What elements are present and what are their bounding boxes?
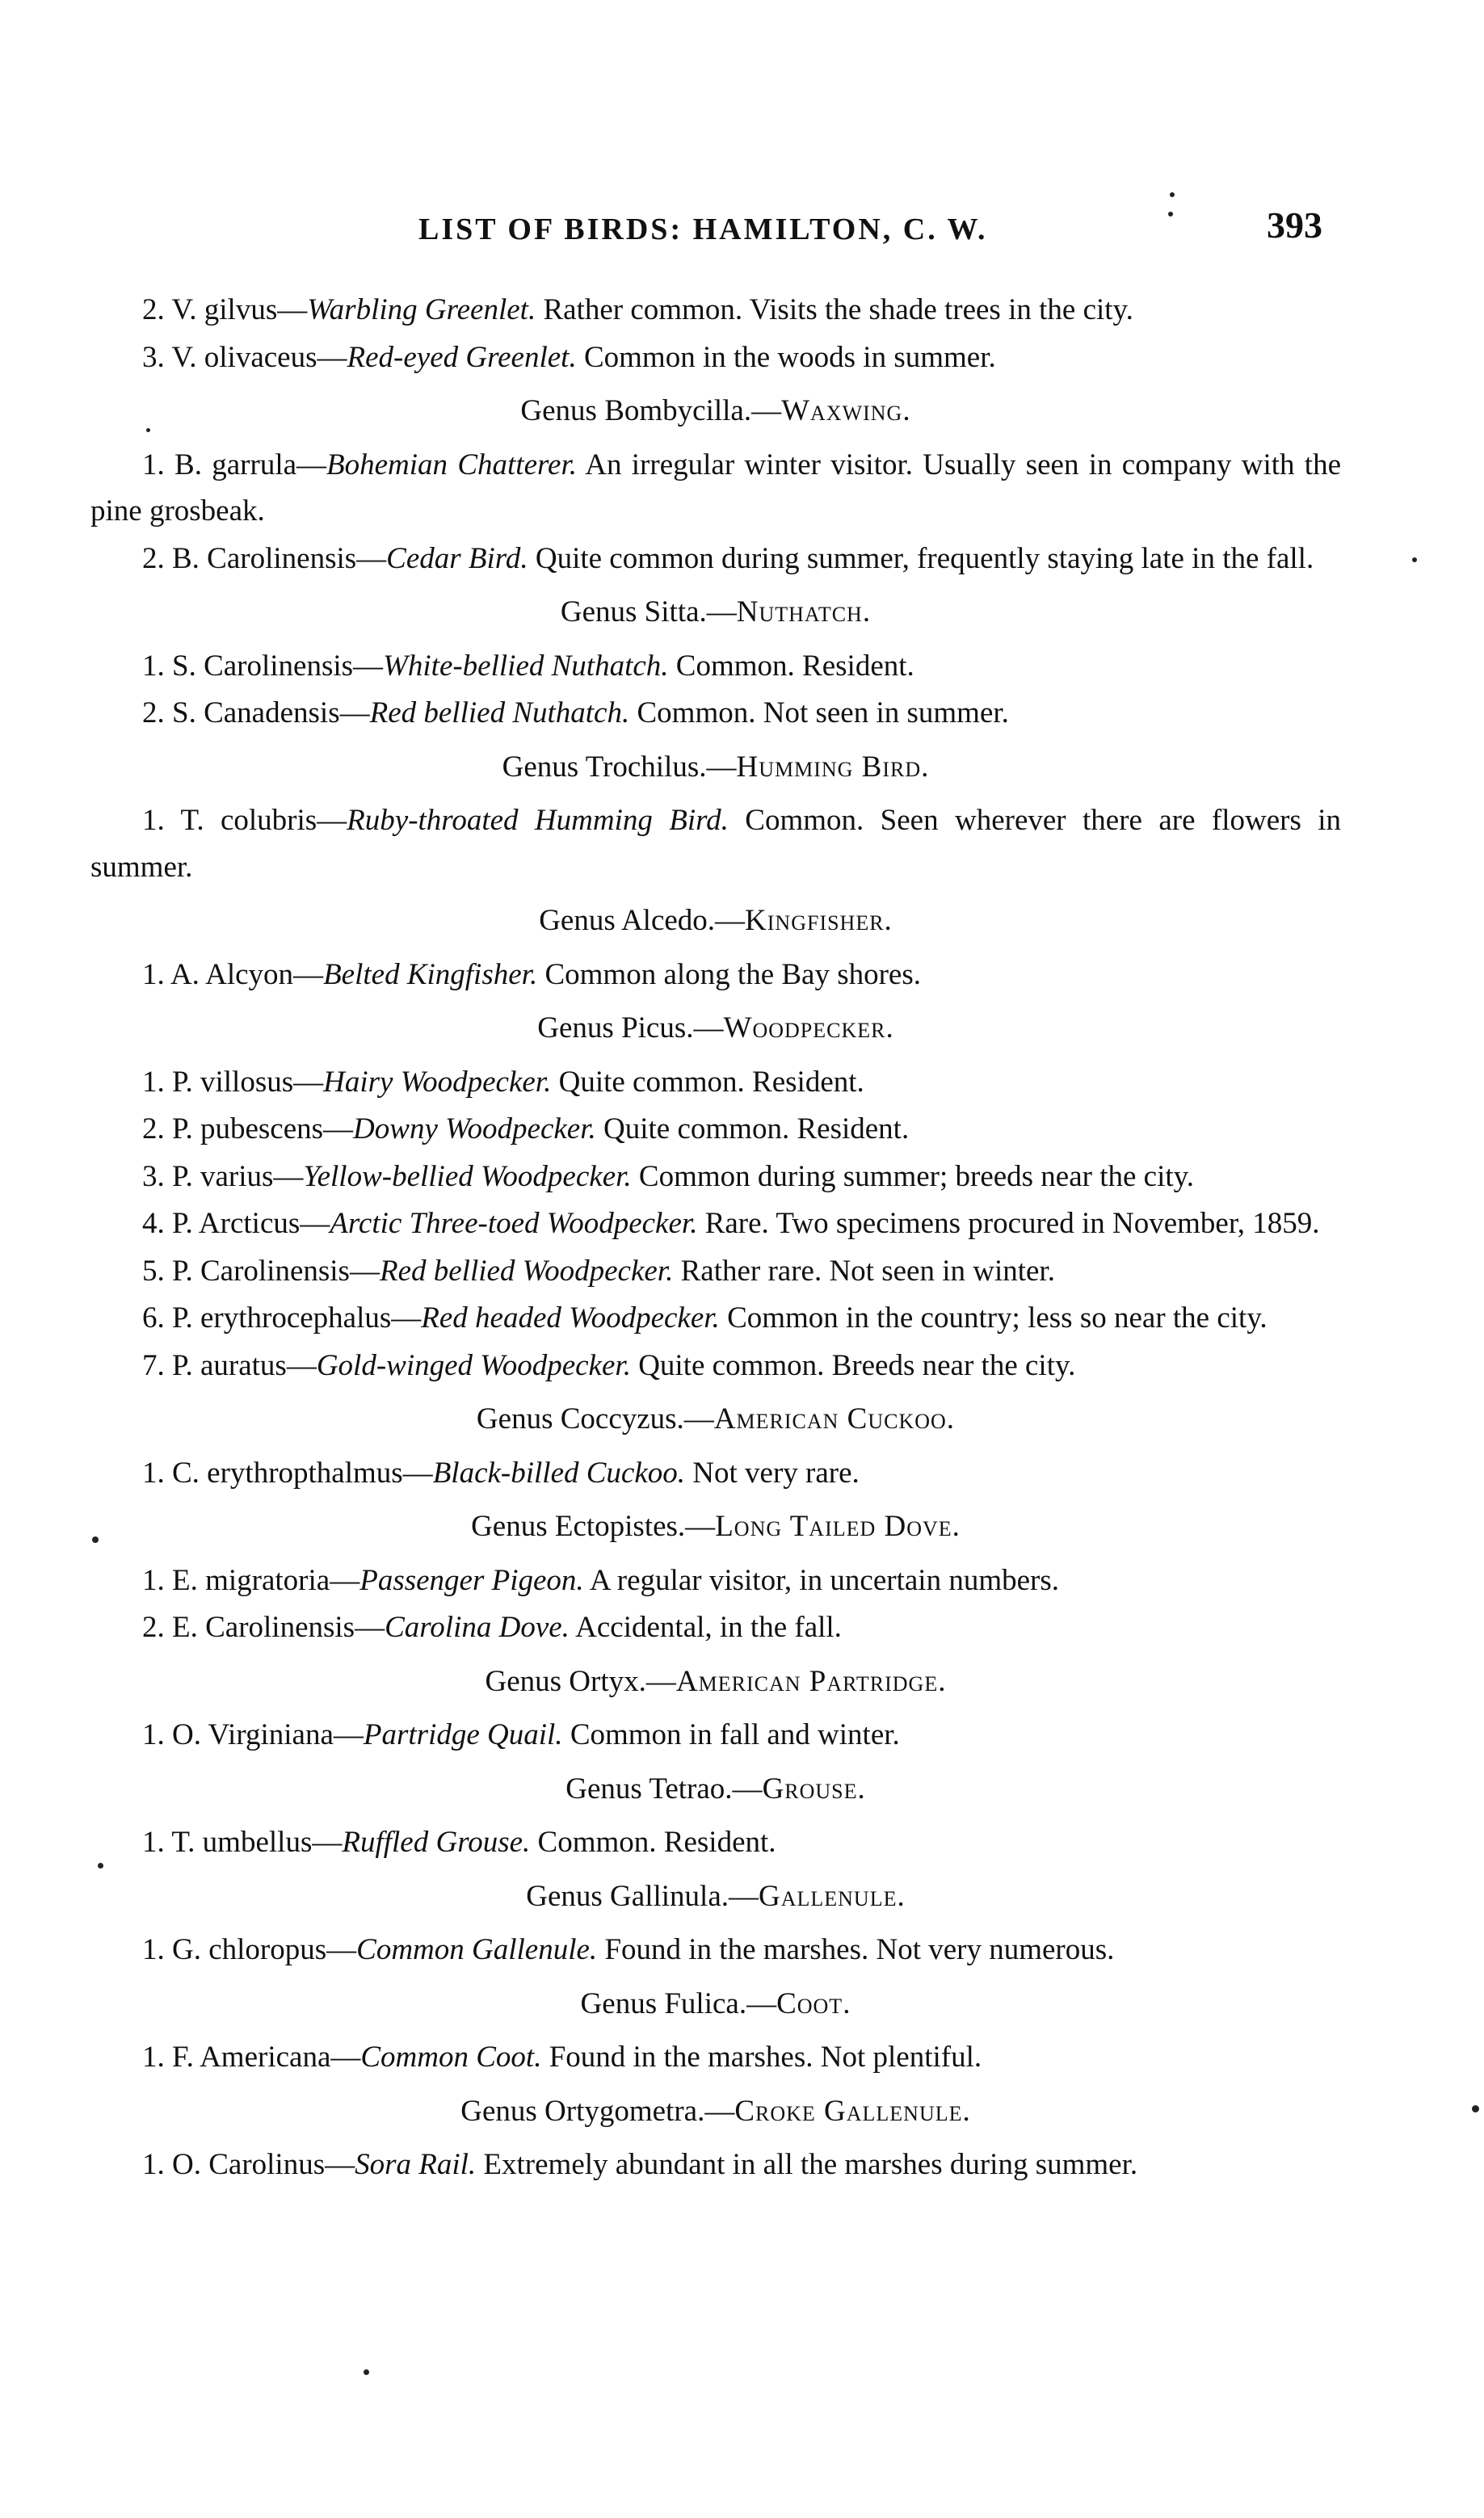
species-latin-name: 2. S. Canadensis— <box>142 696 370 729</box>
species-entry <box>90 1248 1341 1295</box>
species-latin-name: 2. B. Carolinensis— <box>142 541 387 575</box>
species-entry <box>90 442 1341 535</box>
species-entry <box>90 2034 1341 2081</box>
genus-common-name: Nuthatch. <box>736 595 872 628</box>
species-latin-name: 1. E. migratoria— <box>142 1563 360 1597</box>
ink-speck <box>146 428 150 432</box>
species-note: Accidental, in the fall. <box>569 1611 842 1644</box>
genus-heading <box>90 2088 1341 2135</box>
species-entry <box>90 287 1341 334</box>
genus-common-name: Coot. <box>776 1986 851 2020</box>
genus-prefix: Genus Alcedo.— <box>539 904 746 937</box>
ink-speck <box>1412 557 1417 562</box>
genus-common-name: American Partridge. <box>675 1664 947 1698</box>
species-latin-name: 2. P. pubescens— <box>142 1112 354 1146</box>
species-entry <box>90 690 1341 737</box>
species-common-name: Passenger Pigeon. <box>359 1563 584 1597</box>
species-latin-name: 2. V. gilvus— <box>142 293 308 326</box>
species-common-name: Bohemian Chatterer. <box>326 448 578 481</box>
species-entry <box>90 1154 1341 1200</box>
species-common-name: Common Coot. <box>360 2041 542 2074</box>
species-common-name: Cedar Bird. <box>386 541 528 575</box>
species-entry <box>90 1106 1341 1153</box>
species-entry <box>90 1712 1341 1759</box>
page-number: 393 <box>1267 204 1322 246</box>
species-latin-name: 6. P. erythrocephalus— <box>142 1301 422 1335</box>
species-note: Rare. Two specimens procured in November, 1859. <box>697 1207 1320 1240</box>
species-common-name: Red headed Woodpecker. <box>421 1301 720 1335</box>
genus-heading <box>90 589 1341 636</box>
species-entry <box>90 1450 1341 1497</box>
species-common-name: Red-eyed Greenlet. <box>347 340 577 374</box>
species-latin-name: 1. O. Virginiana— <box>142 1718 364 1751</box>
genus-common-name: Croke Gallenule. <box>734 2094 971 2128</box>
species-note: An irregular winter visitor. Usually seen in company with the pine grosbeak. <box>90 448 1341 528</box>
ink-speck <box>1170 192 1175 197</box>
species-note: Found in the marshes. Not very numerous. <box>597 1933 1115 1966</box>
species-note: Common in fall and winter. <box>562 1718 900 1751</box>
genus-common-name: Waxwing. <box>781 394 911 427</box>
species-latin-name: 1. G. chloropus— <box>142 1933 357 1966</box>
genus-common-name: Kingfisher. <box>745 904 893 937</box>
species-common-name: Carolina Dove. <box>385 1611 570 1644</box>
genus-prefix: Genus Trochilus.— <box>502 750 737 784</box>
species-entry <box>90 1557 1341 1604</box>
species-common-name: Ruby-throated Humming Bird. <box>347 804 729 837</box>
genus-heading <box>90 744 1341 791</box>
species-latin-name: 1. S. Carolinensis— <box>142 649 384 683</box>
running-title: LIST OF BIRDS: HAMILTON, C. W. <box>418 212 988 246</box>
genus-heading <box>90 1873 1341 1920</box>
genus-common-name: American Cuckoo. <box>713 1402 956 1436</box>
species-latin-name: 1. P. villosus— <box>142 1065 324 1099</box>
species-common-name: Red bellied Nuthatch. <box>369 696 630 729</box>
species-entry <box>90 1295 1341 1342</box>
species-entry <box>90 952 1341 998</box>
species-latin-name: 1. B. garrula— <box>142 448 327 481</box>
species-note: Common in the country; less so near the city. <box>719 1301 1267 1335</box>
species-common-name: Warbling Greenlet. <box>307 293 536 326</box>
species-latin-name: 1. T. umbellus— <box>142 1826 343 1859</box>
species-note: Common along the Bay shores. <box>537 957 922 991</box>
species-note: Quite common. Breeds near the city. <box>630 1348 1076 1382</box>
species-note: A regular visitor, in uncertain numbers. <box>583 1563 1060 1597</box>
genus-prefix: Genus Sitta.— <box>560 595 737 628</box>
species-note: Quite common. Resident. <box>551 1065 864 1099</box>
species-latin-name: 2. E. Carolinensis— <box>142 1611 385 1644</box>
species-latin-name: 7. P. auratus— <box>142 1348 317 1382</box>
genus-heading <box>90 1503 1341 1550</box>
species-common-name: Ruffled Grouse. <box>342 1826 531 1859</box>
species-entry <box>90 643 1341 690</box>
species-entry <box>90 1604 1341 1651</box>
species-note: Quite common during summer, frequently staying late in the fall. <box>528 541 1314 575</box>
genus-heading <box>90 1766 1341 1813</box>
species-entry <box>90 2142 1341 2188</box>
genus-heading <box>90 1396 1341 1443</box>
species-entry <box>90 1059 1341 1106</box>
species-common-name: Common Gallenule. <box>356 1933 598 1966</box>
species-entry <box>90 334 1341 381</box>
species-entry <box>90 1343 1341 1389</box>
genus-heading <box>90 1658 1341 1705</box>
species-note: Not very rare. <box>685 1456 860 1490</box>
species-note: Common. Not seen in summer. <box>629 696 1009 729</box>
ink-speck <box>1168 212 1173 216</box>
genus-common-name: Humming Bird. <box>736 750 930 784</box>
species-latin-name: 5. P. Carolinensis— <box>142 1254 380 1288</box>
species-common-name: Arctic Three-toed Woodpecker. <box>330 1207 698 1240</box>
species-latin-name: 1. F. Americana— <box>142 2041 361 2074</box>
species-common-name: White-bellied Nuthatch. <box>383 649 669 683</box>
species-common-name: Hairy Woodpecker. <box>323 1065 552 1099</box>
species-entry <box>90 1819 1341 1866</box>
genus-prefix: Genus Bombycilla.— <box>520 394 782 427</box>
genus-prefix: Genus Picus.— <box>537 1011 724 1045</box>
species-note: Extremely abundant in all the marshes during summer. <box>476 2148 1138 2181</box>
ink-speck <box>92 1536 99 1543</box>
species-entry <box>90 1927 1341 1974</box>
ink-speck <box>364 2369 369 2375</box>
genus-prefix: Genus Coccyzus.— <box>476 1402 714 1436</box>
species-note: Common during summer; breeds near the city. <box>631 1159 1195 1193</box>
species-common-name: Gold-winged Woodpecker. <box>316 1348 631 1382</box>
genus-prefix: Genus Gallinula.— <box>526 1879 759 1913</box>
species-latin-name: 1. T. colubris— <box>142 804 347 837</box>
genus-prefix: Genus Ortygometra.— <box>460 2094 735 2128</box>
species-common-name: Sora Rail. <box>355 2148 477 2181</box>
genus-common-name: Woodpecker. <box>723 1011 894 1045</box>
species-common-name: Belted Kingfisher. <box>323 957 538 991</box>
genus-prefix: Genus Ortyx.— <box>485 1664 676 1698</box>
species-latin-name: 1. C. erythropthalmus— <box>142 1456 433 1490</box>
genus-prefix: Genus Fulica.— <box>580 1986 777 2020</box>
genus-heading <box>90 1981 1341 2028</box>
page-header <box>0 204 1484 268</box>
species-note: Rather rare. Not seen in winter. <box>673 1254 1055 1288</box>
species-note: Quite common. Resident. <box>595 1112 910 1146</box>
genus-prefix: Genus Ectopistes.— <box>471 1510 716 1543</box>
genus-common-name: Long Tailed Dove. <box>715 1510 961 1543</box>
species-latin-name: 1. O. Carolinus— <box>142 2148 355 2181</box>
ink-speck <box>1472 2105 1479 2112</box>
species-note: Common. Resident. <box>530 1826 776 1859</box>
species-note: Found in the marshes. Not plentiful. <box>541 2041 982 2074</box>
genus-common-name: Gallenule. <box>759 1879 906 1913</box>
ink-speck <box>98 1863 103 1869</box>
species-note: Rather common. Visits the shade trees in the city. <box>536 293 1133 326</box>
genus-heading <box>90 897 1341 944</box>
genus-common-name: Grouse. <box>762 1772 866 1805</box>
species-entry <box>90 536 1341 582</box>
species-note: Common. Seen wherever there are flowers in summer. <box>90 804 1342 884</box>
species-common-name: Downy Woodpecker. <box>353 1112 596 1146</box>
species-common-name: Black-billed Cuckoo. <box>432 1456 686 1490</box>
species-latin-name: 1. A. Alcyon— <box>142 957 324 991</box>
genus-heading <box>90 388 1341 435</box>
species-latin-name: 4. P. Arcticus— <box>142 1207 330 1240</box>
genus-prefix: Genus Tetrao.— <box>565 1772 763 1805</box>
bird-list <box>90 287 1341 2189</box>
species-entry <box>90 797 1341 890</box>
species-latin-name: 3. P. varius— <box>142 1159 304 1193</box>
species-common-name: Red bellied Woodpecker. <box>379 1254 674 1288</box>
species-common-name: Partridge Quail. <box>363 1718 563 1751</box>
species-note: Common. Resident. <box>668 649 914 683</box>
species-common-name: Yellow-bellied Woodpecker. <box>303 1159 632 1193</box>
species-entry <box>90 1200 1341 1247</box>
species-latin-name: 3. V. olivaceus— <box>142 340 347 374</box>
genus-heading <box>90 1005 1341 1052</box>
species-note: Common in the woods in summer. <box>576 340 996 374</box>
